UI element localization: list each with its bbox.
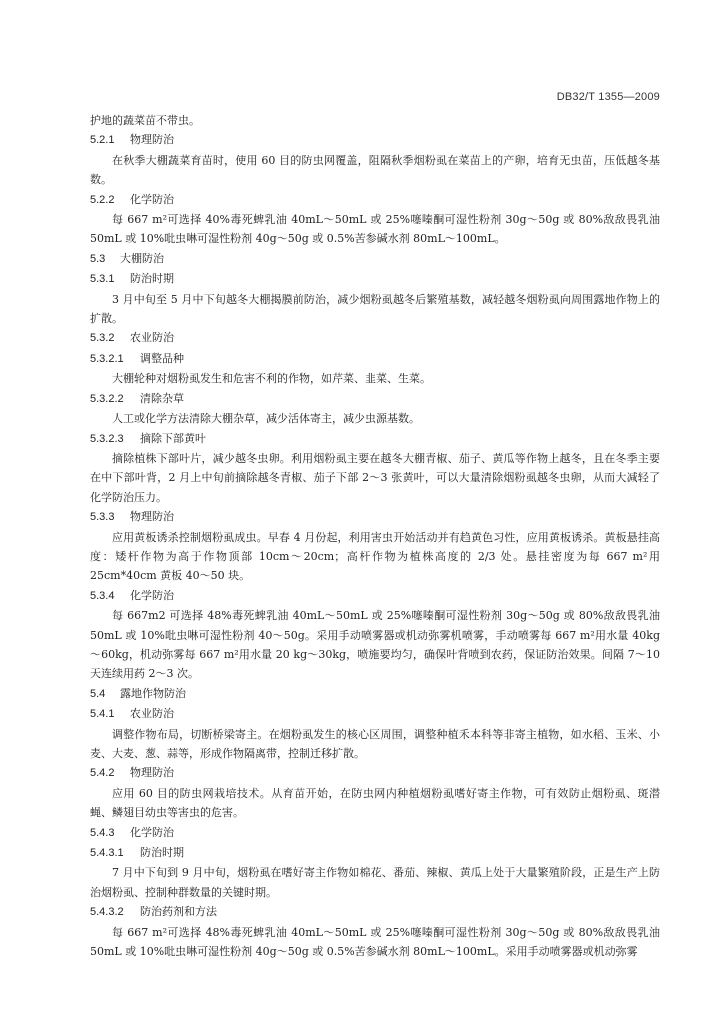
section-number: 5.3.1 <box>90 273 115 286</box>
section-title: 物理防治 <box>130 766 174 780</box>
document-body <box>90 111 660 961</box>
section-title: 露地作物防治 <box>120 686 186 700</box>
body-paragraph: 调整作物布局，切断桥梁寄主。在烟粉虱发生的核心区周围，调整种植禾本科等非寄主植物，如水稻、玉米、小麦、大麦、葱、蒜等，形成作物隔离带，控制迁移扩散。 <box>90 727 660 760</box>
section-title: 农业防治 <box>130 331 174 345</box>
section-heading <box>90 763 660 783</box>
section-heading <box>90 389 660 409</box>
section-title: 防治时期 <box>140 846 184 860</box>
section-number: 5.3.4 <box>90 589 115 602</box>
body-paragraph: 每 667 m²可选择 48%毒死蜱乳油 40mL～50mL 或 25%噻嗪酮可湿性粉剂 30g～50g 或 80%敌敌畏乳油 50mL 或 10%吡虫啉可湿性粉剂 40g～50g 或 0.5%苦参碱水剂 80mL～100mL。采用手动喷雾器或机动弥雾 <box>90 925 660 959</box>
section-number: 5.4.1 <box>90 708 115 721</box>
section-heading <box>90 823 660 843</box>
body-paragraph: 应用黄板诱杀控制烟粉虱成虫。早春 4 月份起，利用害虫开始活动并有趋黄色习性，应用黄板诱杀。黄板悬挂高度：矮杆作物为高于作物顶部 10cm～20cm；高杆作物为植株高度的 2/3 处。悬挂密度为每 667 m²用 25cm*40cm 黄板 40～50 块。 <box>90 530 660 583</box>
section-heading <box>90 190 660 210</box>
section-heading <box>90 349 660 369</box>
body-paragraph: 护地的蔬菜苗不带虫。 <box>90 114 200 127</box>
section-number: 5.3.2.1 <box>90 352 124 365</box>
body-paragraph: 每 667m2 可选择 48%毒死蜱乳油 40mL～50mL 或 25%噻嗪酮可湿性粉剂 30g～50g 或 80%敌敌畏乳油 50mL 或 10%吡虫啉可湿性粉剂 40～50g。采用手动喷雾器或机动弥雾机喷雾，手动喷雾每 667 m²用水量 40kg～60kg，机动弥雾每 667 m²用水量 20 kg～30kg，喷施要均匀，确保叶背喷到农药，保证防治效果。间隔 7～10 天连续用药 2～3 次。 <box>90 609 660 681</box>
body-paragraph: 摘除植株下部叶片，减少越冬虫卵。利用烟粉虱主要在越冬大棚青椒、茄子、黄瓜等作物上越冬，且在冬季主要在中下部叶背，2 月上中旬前摘除越冬青椒、茄子下部 2～3 张黄叶，可以大量清除烟粉虱越冬虫卵，从而大减轻了化学防治压力。 <box>90 451 660 504</box>
section-number: 5.2.2 <box>90 193 115 206</box>
section-number: 5.4.3.1 <box>90 847 124 860</box>
section-heading <box>90 269 660 289</box>
body-paragraph: 在秋季大棚蔬菜育苗时，使用 60 目的防虫网覆盖，阻隔秋季烟粉虱在菜苗上的产卵，培育无虫苗，压低越冬基数。 <box>90 153 660 187</box>
section-heading <box>90 328 660 348</box>
section-number: 5.3.2.3 <box>90 432 124 445</box>
body-paragraph: 人工或化学方法清除大棚杂草，减少活体寄主，减少虫源基数。 <box>112 412 420 426</box>
section-title: 化学防治 <box>130 192 174 206</box>
body-paragraph: 大棚轮种对烟粉虱发生和危害不利的作物，如芹菜、韭菜、生菜。 <box>112 372 431 386</box>
section-number: 5.2.1 <box>90 134 115 147</box>
section-title: 化学防治 <box>130 825 174 839</box>
section-heading <box>90 507 660 527</box>
section-title: 摘除下部黄叶 <box>140 431 206 445</box>
section-title: 物理防治 <box>130 510 174 524</box>
section-heading <box>90 684 660 704</box>
section-title: 物理防治 <box>130 133 174 147</box>
section-title: 农业防治 <box>130 707 174 721</box>
section-heading <box>90 130 660 150</box>
section-title: 清除杂草 <box>140 391 184 405</box>
body-paragraph: 3 月中旬至 5 月中下旬越冬大棚揭膜前防治，减少烟粉虱越冬后繁殖基数，减轻越冬烟粉虱向周围露地作物上的扩散。 <box>90 292 660 326</box>
section-title: 大棚防治 <box>120 251 164 265</box>
section-number: 5.3.2 <box>90 332 115 345</box>
body-paragraph: 每 667 m²可选择 40%毒死蜱乳油 40mL～50mL 或 25%噻嗪酮可湿性粉剂 30g～50g 或 80%敌敌畏乳油 50mL 或 10%吡虫啉可湿性粉剂 40g～50g 或 0.5%苦参碱水剂 80mL～100mL。 <box>90 213 660 246</box>
section-title: 防治药剂和方法 <box>140 905 217 919</box>
section-heading <box>90 704 660 724</box>
body-paragraph: 应用 60 目的防虫网栽培技术。从育苗开始，在防虫网内种植烟粉虱嗜好寄主作物，可有效防止烟粉虱、斑潜蝇、鳞翅目幼虫等害虫的危害。 <box>90 786 660 820</box>
section-number: 5.3 <box>90 252 106 265</box>
section-title: 化学防治 <box>130 588 174 602</box>
section-number: 5.3.2.2 <box>90 392 124 405</box>
section-title: 调整品种 <box>140 351 184 365</box>
section-title: 防治时期 <box>130 272 174 286</box>
section-heading <box>90 902 660 922</box>
section-number: 5.4.3 <box>90 826 115 839</box>
section-heading <box>90 586 660 606</box>
section-heading <box>90 429 660 449</box>
document-code: DB32/T 1355—2009 <box>556 91 660 103</box>
body-paragraph: 7 月中下旬到 9 月中旬，烟粉虱在嗜好寄主作物如棉花、番茄、辣椒、黄瓜上处于大量繁殖阶段，正是生产上防治烟粉虱、控制种群数量的关键时期。 <box>90 866 660 899</box>
section-number: 5.4.2 <box>90 767 115 780</box>
section-number: 5.4 <box>90 687 106 700</box>
section-heading <box>90 249 660 269</box>
section-heading <box>90 843 660 863</box>
section-number: 5.3.3 <box>90 511 115 524</box>
section-number: 5.4.3.2 <box>90 906 124 919</box>
